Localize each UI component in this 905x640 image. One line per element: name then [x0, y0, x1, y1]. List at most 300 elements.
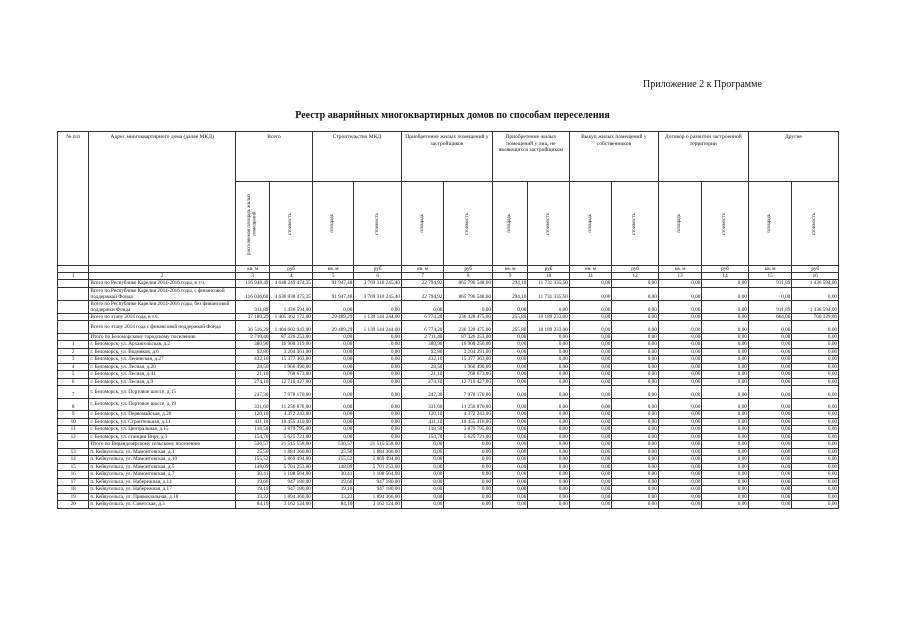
table-row — [58, 463, 839, 471]
row-value: 16 908 319,00 — [270, 341, 312, 349]
row-value: 0,00 — [492, 333, 527, 341]
units-row — [58, 266, 839, 273]
row-value: 0,00 — [658, 386, 701, 399]
row-number: 14 — [58, 456, 89, 464]
row-value: 155,52 — [312, 456, 353, 464]
row-value: 0,00 — [528, 386, 569, 399]
row-value: 3 879 795,00 — [270, 426, 312, 434]
subheader-cell — [748, 182, 791, 266]
row-value: 0,00 — [569, 493, 611, 501]
row-value: 0,00 — [748, 478, 791, 486]
header-developer: Приобретение жилых помещений у застройщиков — [401, 132, 492, 182]
row-value: 116 948,49 — [236, 280, 270, 288]
row-value: 0,00 — [312, 426, 353, 434]
row-value: 0,00 — [748, 456, 791, 464]
row-number: 9 — [58, 411, 89, 419]
row-value: 33,22 — [312, 493, 353, 501]
row-value: 0,00 — [612, 493, 659, 501]
row-value: 116 036,60 — [236, 287, 270, 300]
subheader-cell — [354, 182, 402, 266]
header-non-developer: Приобретение жилых помещений у лиц, не являющихся застройщиком — [492, 132, 569, 182]
row-value: 0,00 — [569, 411, 611, 419]
row-value: 0,00 — [312, 348, 353, 356]
row-value: 0,00 — [354, 371, 402, 379]
row-value: 432,10 — [236, 356, 270, 364]
row-value: 0,00 — [492, 371, 527, 379]
row-value: 0,00 — [612, 386, 659, 399]
row-value: 294,10 — [492, 287, 527, 300]
row-value: 0,00 — [658, 363, 701, 371]
row-value: 0,00 — [658, 398, 701, 411]
row-value: 0,00 — [401, 478, 443, 486]
row-value: 0,00 — [792, 441, 839, 449]
row-value: 0,00 — [528, 471, 569, 479]
row-value: 0,00 — [658, 456, 701, 464]
row-value: 0,00 — [492, 471, 527, 479]
row-value: 411,10 — [401, 418, 443, 426]
row-value: 432,10 — [401, 356, 443, 364]
subheader-cell — [401, 182, 443, 266]
header-total: Всего — [236, 132, 313, 182]
row-value: 0,00 — [612, 287, 659, 300]
row-value: 536,57 — [312, 441, 353, 449]
row-value: 4 372 243,00 — [444, 411, 493, 419]
column-number-cell: 12 — [612, 273, 659, 280]
row-value: 21 515 558,00 — [354, 441, 402, 449]
row-value: 380,90 — [401, 341, 443, 349]
unit-cell: руб — [792, 266, 839, 273]
table-row — [58, 398, 839, 411]
row-value: 118,50 — [236, 426, 270, 434]
row-address: п. Кейвусельга, ул. Набережная, д.14 — [89, 478, 236, 486]
row-number: 3 — [58, 356, 89, 364]
row-value: 11 731 335,50 — [528, 280, 569, 288]
row-value: 0,00 — [528, 433, 569, 441]
table-row — [58, 433, 839, 441]
row-value: 1 404 602 043,00 — [270, 321, 312, 334]
row-value: 0,00 — [702, 313, 749, 321]
row-value: 0,00 — [312, 378, 353, 386]
row-value: 0,00 — [792, 411, 839, 419]
header-build: Строительство МКД — [312, 132, 401, 182]
table-row — [58, 418, 839, 426]
subheader-label: стоимость — [465, 212, 471, 235]
row-value: 19,66 — [236, 478, 270, 486]
row-value: 331,60 — [236, 398, 270, 411]
row-value: 247,30 — [236, 386, 270, 399]
subheader-cell — [569, 182, 611, 266]
row-value: 15 377 363,00 — [270, 356, 312, 364]
unit-cell: руб — [354, 266, 402, 273]
row-value: 0,00 — [569, 441, 611, 449]
row-value: 0,00 — [492, 348, 527, 356]
row-value: 1 884 360,00 — [270, 448, 312, 456]
row-value: 0,00 — [401, 300, 443, 313]
row-value: 4 636 838 475,35 — [270, 287, 312, 300]
row-address: Всего по этапу 2014 года, в т.ч. — [89, 313, 236, 321]
subheader-label: стоимость — [632, 212, 638, 235]
row-value: 947 180,00 — [354, 478, 402, 486]
row-value: 0,00 — [702, 471, 749, 479]
row-value: 0,00 — [658, 501, 701, 509]
row-value: 1 884 366,00 — [354, 448, 402, 456]
row-value: 0,00 — [354, 300, 402, 313]
row-number: 4 — [58, 363, 89, 371]
row-value: 0,00 — [702, 280, 749, 288]
row-address: г. Беломорск, ул. Строительная, д.11 — [89, 418, 236, 426]
row-value: 0,00 — [612, 333, 659, 341]
row-value: 0,00 — [658, 478, 701, 486]
row-address: п. Кейвусельга, ул. Привокзальная, д.18 — [89, 493, 236, 501]
row-value: 0,00 — [492, 356, 527, 364]
row-number: 13 — [58, 448, 89, 456]
row-value: 0,00 — [612, 448, 659, 456]
row-value: 0,00 — [612, 478, 659, 486]
table-row — [58, 456, 839, 464]
row-value: 768 673,00 — [270, 371, 312, 379]
row-value: 37 180,29 — [236, 313, 270, 321]
row-value: 5 701 253,00 — [354, 463, 402, 471]
row-value: 0,00 — [492, 486, 527, 494]
row-address: Всего по Республике Карелия 2014-2016 годы, без финансовой поддержки Фонда — [89, 300, 236, 313]
row-value: 0,00 — [569, 378, 611, 386]
row-value: 664,00 — [748, 313, 791, 321]
subheader-cell — [492, 182, 527, 266]
row-value: 274,10 — [236, 378, 270, 386]
row-value: 0,00 — [354, 426, 402, 434]
row-value: 865 796 548,60 — [444, 287, 493, 300]
row-value: 0,00 — [444, 478, 493, 486]
row-value: 4 372 243,00 — [270, 411, 312, 419]
row-value: 0,00 — [702, 356, 749, 364]
row-value: 0,00 — [748, 378, 791, 386]
row-value: 0,00 — [612, 280, 659, 288]
row-value: 0,00 — [792, 363, 839, 371]
row-address: г. Беломорск, ул. Лесная, д.20 — [89, 363, 236, 371]
unit-cell: руб — [444, 266, 493, 273]
row-value: 0,00 — [702, 378, 749, 386]
row-value: 0,00 — [658, 348, 701, 356]
row-value: 0,00 — [792, 433, 839, 441]
table-row — [58, 386, 839, 399]
row-value: 0,00 — [658, 378, 701, 386]
row-value: 0,00 — [702, 426, 749, 434]
unit-cell: кв. м — [658, 266, 701, 273]
row-value: 0,00 — [748, 448, 791, 456]
table-row — [58, 287, 839, 300]
row-value: 0,00 — [312, 418, 353, 426]
row-number — [58, 300, 89, 313]
row-value: 0,00 — [528, 348, 569, 356]
row-value: 1 139 144 244,00 — [354, 321, 402, 334]
row-value: 411,10 — [236, 418, 270, 426]
table-row — [58, 356, 839, 364]
row-value: 0,00 — [702, 441, 749, 449]
row-value: 0,00 — [444, 471, 493, 479]
row-number — [58, 313, 89, 321]
row-value: 0,00 — [569, 433, 611, 441]
row-value: 0,00 — [528, 486, 569, 494]
column-number-cell: 1 — [58, 273, 89, 280]
row-number: 19 — [58, 493, 89, 501]
table-row — [58, 426, 839, 434]
row-value: 29 489,29 — [312, 321, 353, 334]
row-value: 0,00 — [792, 486, 839, 494]
table-row — [58, 493, 839, 501]
row-value: 0,00 — [444, 441, 493, 449]
row-value: 0,00 — [401, 441, 443, 449]
row-value: 0,00 — [748, 426, 791, 434]
row-value: 10 455 410,00 — [270, 418, 312, 426]
row-value: 0,00 — [748, 441, 791, 449]
row-value: 0,00 — [702, 363, 749, 371]
table-row — [58, 313, 839, 321]
row-value: 11 256 870,00 — [444, 398, 493, 411]
row-value: 28,50 — [401, 363, 443, 371]
row-value: 0,00 — [702, 371, 749, 379]
header-other: Другие — [748, 132, 838, 182]
row-address: г. Беломорск, ул. Портовое шоссе, д.19 — [89, 398, 236, 411]
row-value: 0,00 — [748, 433, 791, 441]
row-value: 0,00 — [354, 363, 402, 371]
row-address: Итого по Вирандозерскому сельскому поселению — [89, 441, 236, 449]
row-value: 0,00 — [528, 478, 569, 486]
subheader-cell — [444, 182, 493, 266]
row-value: 0,00 — [792, 333, 839, 341]
row-value: 0,00 — [702, 386, 749, 399]
row-value: 0,00 — [612, 411, 659, 419]
row-value: 155,52 — [236, 456, 270, 464]
unit-cell: кв. м — [236, 266, 270, 273]
row-value: 0,00 — [528, 418, 569, 426]
subheader-label: стоимость — [722, 212, 728, 235]
row-value: 0,00 — [401, 501, 443, 509]
row-value: 0,00 — [444, 463, 493, 471]
row-value: 0,00 — [792, 398, 839, 411]
row-value: 0,00 — [792, 493, 839, 501]
subheader-label: стоимость — [374, 212, 380, 235]
row-value: 36 516,29 — [236, 321, 270, 334]
row-value: 0,00 — [792, 348, 839, 356]
row-value: 0,00 — [528, 448, 569, 456]
row-value: 19,10 — [236, 486, 270, 494]
row-value: 294,10 — [492, 280, 527, 288]
row-value: 0,00 — [748, 341, 791, 349]
row-value: 0,00 — [569, 448, 611, 456]
row-value: 3 162 124,00 — [354, 501, 402, 509]
row-value: 0,00 — [569, 363, 611, 371]
row-number — [58, 287, 89, 300]
row-value: 0,00 — [401, 471, 443, 479]
row-value: 0,00 — [702, 333, 749, 341]
column-number-cell: 8 — [444, 273, 493, 280]
table-row — [58, 471, 839, 479]
row-value: 0,00 — [492, 456, 527, 464]
row-value: 0,00 — [612, 463, 659, 471]
row-value: 0,00 — [658, 313, 701, 321]
row-value: 3 879 795,00 — [444, 426, 493, 434]
row-value: 0,00 — [444, 448, 493, 456]
column-number-cell: 5 — [312, 273, 353, 280]
row-value: 0,00 — [612, 501, 659, 509]
row-value: 0,00 — [748, 356, 791, 364]
row-value: 0,00 — [702, 287, 749, 300]
row-number: 5 — [58, 371, 89, 379]
row-value: 10 189 233,00 — [528, 321, 569, 334]
row-value: 0,00 — [444, 493, 493, 501]
row-value: 0,00 — [312, 300, 353, 313]
row-value: 0,00 — [658, 300, 701, 313]
unit-cell: кв. м — [492, 266, 527, 273]
row-value: 1 139 144 244,00 — [354, 313, 402, 321]
row-value: 0,00 — [748, 321, 791, 334]
subheader-cell — [792, 182, 839, 266]
row-value: 0,00 — [748, 411, 791, 419]
header-address: Адрес многоквартирного дома (далее МКД) — [89, 132, 236, 266]
row-value: 3 204 291,00 — [444, 348, 493, 356]
table-row — [58, 501, 839, 509]
row-number — [58, 441, 89, 449]
row-value: 0,00 — [492, 363, 527, 371]
row-value: 0,00 — [528, 456, 569, 464]
row-value: 0,00 — [792, 448, 839, 456]
row-value: 28,50 — [236, 363, 270, 371]
row-value: 0,00 — [444, 486, 493, 494]
row-value: 0,00 — [401, 493, 443, 501]
subheader-label: стоимость — [812, 212, 818, 235]
row-address: г. Беломорск, ул. Центральная, д.15 — [89, 426, 236, 434]
units-empty — [89, 266, 236, 273]
row-address: п. Кейвусельга, ул. Советская, д.3 — [89, 501, 236, 509]
subheader-label: площадь — [507, 214, 513, 233]
row-value: 1 436 594,00 — [792, 280, 839, 288]
row-value: 0,00 — [792, 463, 839, 471]
row-value: 0,00 — [792, 321, 839, 334]
row-value: 84,10 — [236, 501, 270, 509]
row-value: 0,00 — [702, 300, 749, 313]
row-value: 947 180,00 — [270, 478, 312, 486]
row-address: г. Беломорск, ул. Лесная, д.41 — [89, 371, 236, 379]
row-value: 0,00 — [612, 426, 659, 434]
row-value: 0,00 — [528, 333, 569, 341]
table-body — [58, 132, 839, 509]
row-value: 0,00 — [528, 356, 569, 364]
row-value: 21,10 — [401, 371, 443, 379]
row-value: 0,00 — [658, 493, 701, 501]
row-address: п. Кейвусельга, ул. Мамонтовская, д.5 — [89, 463, 236, 471]
row-value: 22 794,92 — [401, 287, 443, 300]
row-value: 0,00 — [792, 378, 839, 386]
row-value: 3 204 361,00 — [270, 348, 312, 356]
column-number-cell: 14 — [702, 273, 749, 280]
header-num: № п/п — [58, 132, 89, 266]
row-value: 0,00 — [748, 471, 791, 479]
table-row — [58, 378, 839, 386]
row-address: г. Беломорск, ул. Ленинская, д.27 — [89, 356, 236, 364]
row-value: 0,00 — [748, 398, 791, 411]
row-value: 148,09 — [236, 463, 270, 471]
row-value: 0,00 — [612, 300, 659, 313]
row-value: 0,00 — [492, 493, 527, 501]
row-value: 0,00 — [312, 398, 353, 411]
row-value: 0,00 — [748, 493, 791, 501]
row-value: 0,00 — [444, 456, 493, 464]
row-value: 1 108 564,00 — [354, 471, 402, 479]
row-value: 19,66 — [312, 478, 353, 486]
row-value: 0,00 — [612, 456, 659, 464]
row-value: 0,00 — [569, 356, 611, 364]
column-number-cell: 2 — [89, 273, 236, 280]
column-number-cell: 11 — [569, 273, 611, 280]
table-row — [58, 441, 839, 449]
column-number-cell: 3 — [236, 273, 270, 280]
row-number — [58, 333, 89, 341]
row-address: Всего по этапу 2014 года с финансовой поддержкой Фонда — [89, 321, 236, 334]
row-value: 0,00 — [792, 418, 839, 426]
row-value: 0,00 — [792, 287, 839, 300]
row-value: 0,00 — [612, 348, 659, 356]
row-value: 0,00 — [702, 456, 749, 464]
subheader-label: стоимость — [288, 212, 294, 235]
subheader-cell — [528, 182, 569, 266]
row-value: 0,00 — [702, 418, 749, 426]
row-value: 0,00 — [569, 471, 611, 479]
row-value: 3 769 310 245,40 — [354, 280, 402, 288]
subheader-cell — [702, 182, 749, 266]
column-number-cell: 13 — [658, 273, 701, 280]
column-number-cell: 7 — [401, 273, 443, 280]
subheader-label: расселяемая площадь жилых помещений — [247, 192, 258, 255]
row-value: 1 894 366,00 — [354, 493, 402, 501]
row-value: 21 515 558,00 — [270, 441, 312, 449]
subheader-label: площадь — [587, 214, 593, 233]
row-value: 0,00 — [792, 341, 839, 349]
subheader-cell — [236, 182, 270, 266]
row-value: 380,90 — [236, 341, 270, 349]
row-value: 0,00 — [569, 456, 611, 464]
row-number: 7 — [58, 386, 89, 399]
table-row — [58, 341, 839, 349]
row-address: Всего по Республике Карелия 2014-2016 годы, в т.ч. — [89, 280, 236, 288]
row-value: 87 326 253,00 — [270, 333, 312, 341]
row-value: 0,00 — [612, 441, 659, 449]
row-address: г. Беломорск, ул. Первомайская, д.20 — [89, 411, 236, 419]
row-value: 29 489,29 — [312, 313, 353, 321]
row-value: 0,00 — [702, 478, 749, 486]
row-number: 11 — [58, 426, 89, 434]
row-value: 0,00 — [612, 356, 659, 364]
row-value: 0,00 — [792, 371, 839, 379]
header-owner: Выкуп жилых помещений у собственников — [569, 132, 658, 182]
row-value: 0,00 — [702, 411, 749, 419]
row-value: 0,00 — [658, 441, 701, 449]
row-value: 0,00 — [492, 448, 527, 456]
row-number: 12 — [58, 433, 89, 441]
row-value: 0,00 — [658, 463, 701, 471]
header-dogovor: Договор о развитии застроенной территории — [658, 132, 748, 182]
subheader-label: стоимость — [545, 212, 551, 235]
subheader-label: площадь — [419, 214, 425, 233]
row-value: 6 774,20 — [401, 313, 443, 321]
row-value: 0,00 — [658, 411, 701, 419]
row-value: 0,00 — [702, 463, 749, 471]
subheader-cell — [312, 182, 353, 266]
row-value: 0,00 — [492, 478, 527, 486]
unit-cell: руб — [612, 266, 659, 273]
row-value: 19,10 — [312, 486, 353, 494]
unit-cell: кв. м — [312, 266, 353, 273]
row-value: 0,00 — [658, 356, 701, 364]
